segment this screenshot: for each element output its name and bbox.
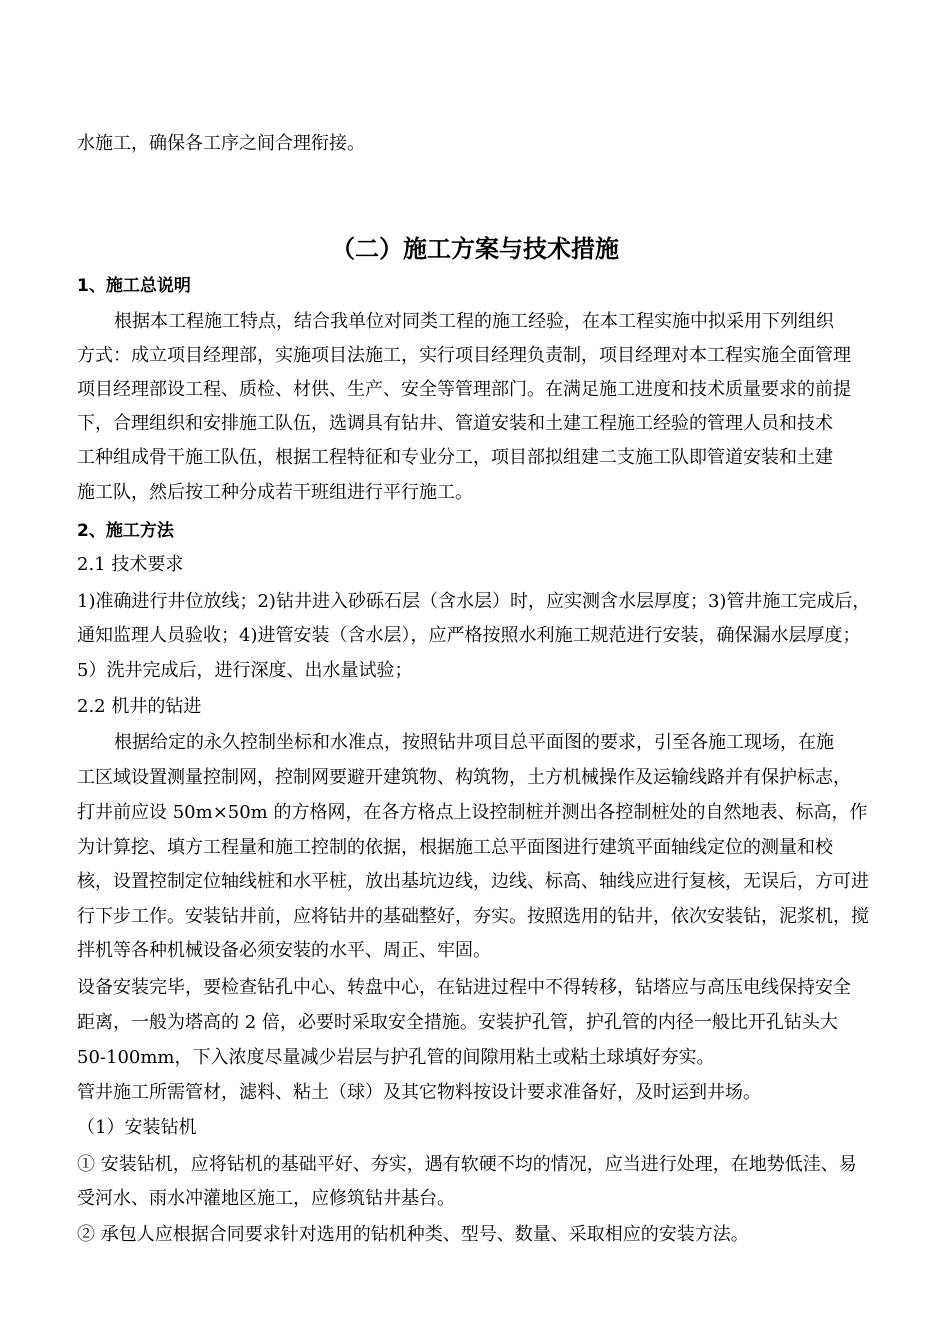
paragraph-line: 距离，一般为塔高的 2 倍，必要时采取安全措施。安装护孔管，护孔管的内径一般比开孔钻头大 [77, 1012, 838, 1033]
list-item: ② 承包人应根据合同要求针对选用的钻机种类、型号、数量、采取相应的安装方法。 [77, 1224, 749, 1245]
paragraph-line: 打井前应设 50m×50m 的方格网，在各方格点上设控制桩并测出各控制桩处的自然地表、标高，作 [77, 802, 868, 823]
paragraph-line: 1)准确进行井位放线；2)钻井进入砂砾石层（含水层）时，应实测含水层厚度；3)管井施工完成后， [77, 591, 871, 612]
subheading-methods: 2、施工方法 [77, 521, 174, 541]
paragraph-line: 拌机等各种机械设备必须安装的水平、周正、牢固。 [77, 940, 491, 961]
paragraph-line: 施工队，然后按工种分成若干班组进行平行施工。 [77, 482, 473, 503]
list-item: ① 安装钻机，应将钻机的基础平好、夯实，遇有软硬不均的情况，应当进行处理，在地势低洼、易 [77, 1154, 857, 1175]
paragraph-line: 管井施工所需管材，滤料、粘土（球）及其它物料按设计要求准备好，及时运到井场。 [77, 1082, 761, 1103]
paragraph-line: 为计算挖、填方工程量和施工控制的依据，根据施工总平面图进行建筑平面轴线定位的测量和校 [77, 837, 833, 858]
paragraph-line: 根据给定的永久控制坐标和水准点，按照钻井项目总平面图的要求，引至各施工现场，在施 [114, 732, 834, 753]
list-item-continuation: 受河水、雨水冲灌地区施工，应修筑钻井基台。 [77, 1188, 455, 1209]
subsection-title: 2.1 技术要求 [77, 554, 184, 575]
paragraph-line: 通知监理人员验收；4)进管安装（含水层），应严格按照水利施工规范进行安装，确保漏水层厚度； [77, 625, 861, 646]
subheading-overview: 1、施工总说明 [77, 276, 191, 296]
subsection-title: 2.2 机井的钻进 [77, 696, 202, 717]
section-heading: （二）施工方案与技术措施 [331, 234, 619, 263]
paragraph-line: 设备安装完毕，要检查钻孔中心、转盘中心，在钻进过程中不得转移，钻塔应与高压电线保持安全 [77, 977, 851, 998]
paragraph-line: 行下步工作。安装钻井前，应将钻井的基础整好，夯实。按照选用的钻井，依次安装钻，泥浆机，搅 [77, 906, 869, 927]
paragraph-line: 方式：成立项目经理部，实施项目法施工，实行项目经理负责制，项目经理对本工程实施全面管理 [77, 345, 851, 366]
paragraph-line: 根据本工程施工特点，结合我单位对同类工程的施工经验，在本工程实施中拟采用下列组织 [114, 311, 834, 332]
paragraph-line: 5）洗井完成后，进行深度、出水量试验； [77, 660, 413, 681]
list-heading: （1）安装钻机 [77, 1117, 197, 1138]
paragraph-line: 工种组成骨干施工队伍，根据工程特征和专业分工，项目部拟组建二支施工队即管道安装和土建 [77, 447, 833, 468]
paragraph-line: 50-100mm，下入浓度尽量减少岩层与护孔管的间隙用粘土或粘土球填好夯实。 [77, 1047, 715, 1068]
continuation-line: 水施工，确保各工序之间合理衔接。 [77, 133, 365, 154]
paragraph-line: 核，设置控制定位轴线桩和水平桩，放出基坑边线，边线、标高、轴线应进行复核，无误后，方可进 [77, 871, 869, 892]
paragraph-line: 项目经理部设工程、质检、材供、生产、安全等管理部门。在满足施工进度和技术质量要求的前提 [77, 379, 851, 400]
paragraph-line: 工区域设置测量控制网，控制网要避开建筑物、构筑物，土方机械操作及运输线路并有保护标志， [77, 767, 851, 788]
paragraph-line: 下，合理组织和安排施工队伍，选调具有钻井、管道安装和土建工程施工经验的管理人员和技术 [77, 413, 833, 434]
